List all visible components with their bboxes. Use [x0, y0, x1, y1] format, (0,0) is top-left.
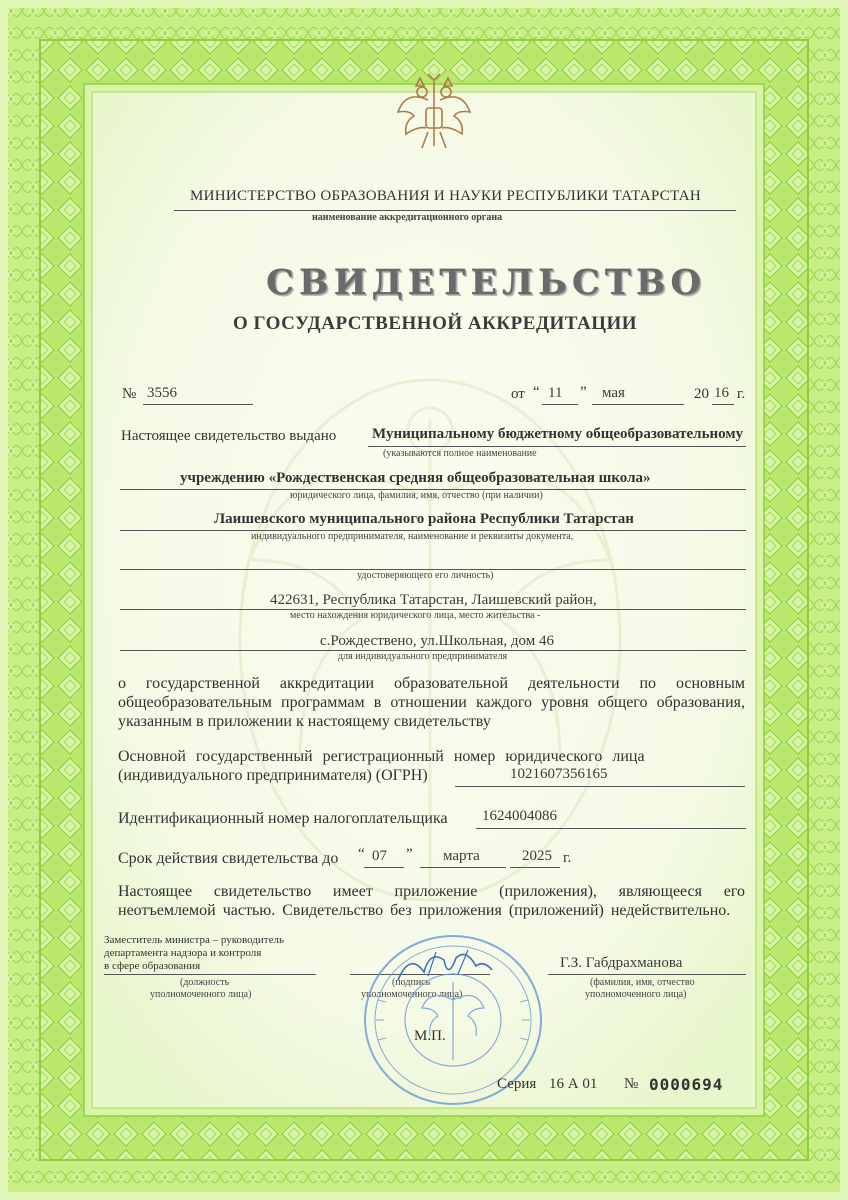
authority-caption: наименование аккредитационного органа [312, 212, 503, 223]
issued-caption4: удостоверяющего его личность) [357, 570, 494, 581]
validity-year: 2025 [522, 848, 552, 864]
signatory-position-line3: в сфере образования [104, 960, 201, 972]
ogrn-underline [455, 786, 745, 787]
validity-close-quote: ” [406, 846, 413, 862]
ogrn-label-line2: (индивидуального предпринимателя) (ОГРН) [118, 767, 428, 784]
signatory-name: Г.З. Габдрахманова [560, 955, 683, 971]
ogrn-label-line1: Основной государственный регистрационный номер юридического лица [118, 748, 645, 765]
date-month-underline [592, 404, 684, 405]
date-open-quote: “ [533, 384, 540, 400]
issued-line2: учреждению «Рождественская средняя общеобразовательная школа» [180, 470, 651, 486]
validity-year-end: г. [563, 850, 572, 866]
series-number-label: № [624, 1076, 639, 1092]
address-line2: с.Рождествено, ул.Школьная, дом 46 [320, 633, 554, 649]
number-prefix: № [122, 386, 137, 402]
certificate-subtitle: О ГОСУДАРСТВЕННОЙ АККРЕДИТАЦИИ [233, 313, 638, 334]
position-caption2: уполномоченного лица) [150, 989, 252, 1000]
signature-caption1: (подпись [392, 977, 431, 988]
date-close-quote: ” [580, 384, 587, 400]
coat-of-arms-icon [392, 72, 476, 152]
issued-caption5: место нахождения юридического лица, место жительства - [290, 610, 541, 621]
validity-year-underline [510, 867, 560, 868]
inn-label: Идентификационный номер налогоплательщика [118, 810, 448, 827]
date-month: мая [602, 385, 625, 401]
date-day-underline [542, 404, 578, 405]
stamp-place-label: М.П. [414, 1028, 446, 1044]
certificate-number: 3556 [147, 385, 177, 401]
authority-underline [174, 210, 736, 211]
signature-caption2: уполномоченного лица) [361, 989, 463, 1000]
validity-month: марта [443, 848, 480, 864]
issued-caption6: для индивидуального предпринимателя [338, 651, 508, 662]
series-label: Серия [497, 1076, 537, 1092]
issued-line1-underline [368, 446, 746, 447]
accreditation-paragraph: о государственной аккредитации образовательной деятельности по основным общеобразовательным программам в отношении каждого уровня общего образования, указанным в приложении к настоящему свидетельству [118, 675, 745, 730]
series-value: 16 А 01 [549, 1076, 598, 1092]
issued-caption3: индивидуального предпринимателя, наименование и реквизиты документа, [251, 531, 574, 542]
name-caption1: (фамилия, имя, отчество [590, 977, 695, 988]
issued-line3: Лаишевского муниципального района Республики Татарстан [214, 511, 634, 527]
ogrn-value: 1021607356165 [510, 766, 608, 782]
validity-day: 07 [372, 848, 387, 864]
date-day: 11 [548, 385, 563, 401]
name-caption2: уполномоченного лица) [585, 989, 687, 1000]
issued-caption2: юридического лица, фамилия, имя, отчество (при наличии) [290, 490, 543, 501]
validity-open-quote: “ [358, 846, 365, 862]
validity-month-underline [420, 867, 506, 868]
address-line1: 422631, Республика Татарстан, Лаишевский район, [270, 592, 597, 608]
position-caption1: (должность [180, 977, 230, 988]
issued-caption1: (указываются полное наименование [383, 448, 537, 459]
signatory-position-line1: Заместитель министра – руководитель [104, 934, 284, 946]
certificate-title: СВИДЕТЕЛЬСТВО [266, 262, 706, 303]
series-number: 0000694 [649, 1075, 724, 1094]
date-from-label: от [511, 386, 525, 402]
name-underline [548, 974, 746, 975]
issued-line1: Муниципальному бюджетному общеобразовательному [372, 426, 744, 442]
validity-day-underline [364, 867, 404, 868]
date-year-underline [712, 404, 734, 405]
date-year-suffix: 16 [714, 385, 729, 401]
inn-value: 1624004086 [482, 808, 557, 824]
validity-label: Срок действия свидетельства до [118, 850, 339, 867]
signatory-position-line2: департамента надзора и контроля [104, 947, 262, 959]
appendix-paragraph: Настоящее свидетельство имеет приложение (приложения), являющееся его неотъемлемой частью. Свидетельство без приложения (приложений) недействительно. [118, 883, 745, 919]
number-underline [143, 404, 253, 405]
date-year-prefix: 20 [694, 386, 709, 402]
issued-label: Настоящее свидетельство выдано [121, 428, 337, 444]
inn-underline [476, 828, 746, 829]
date-year-end: г. [737, 386, 746, 402]
authority-name: МИНИСТЕРСТВО ОБРАЗОВАНИЯ И НАУКИ РЕСПУБЛИКИ ТАТАРСТАН [190, 188, 702, 204]
position-underline [104, 974, 316, 975]
